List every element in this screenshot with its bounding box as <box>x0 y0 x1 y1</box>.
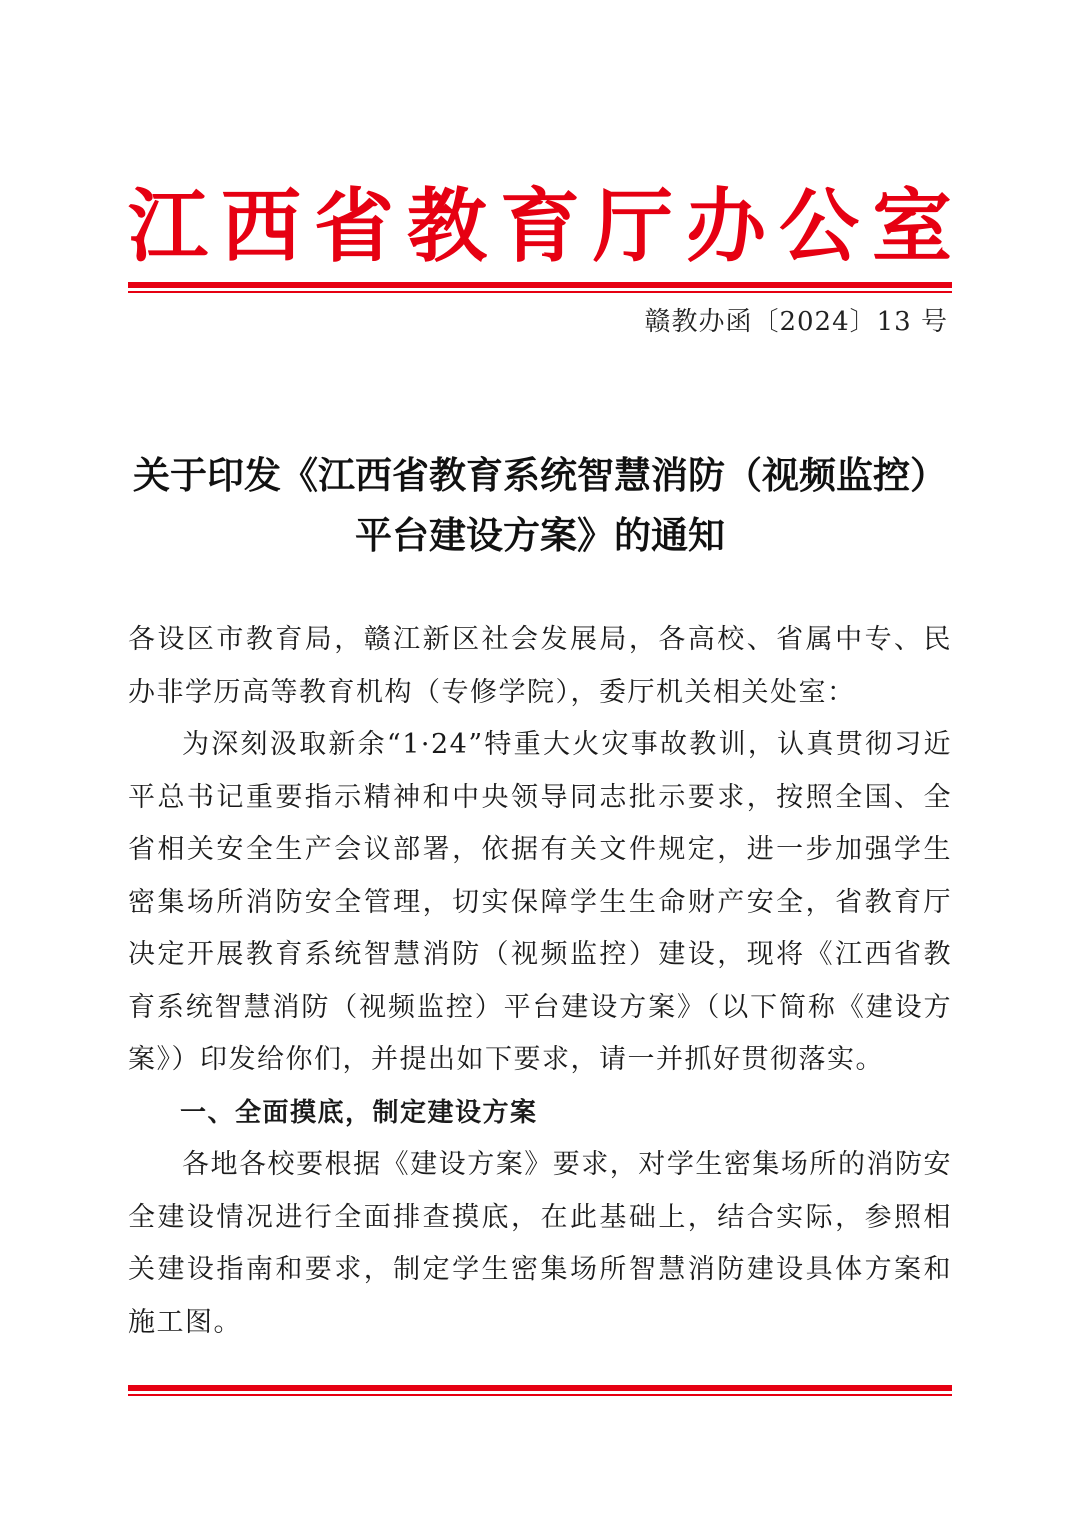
masthead-char: 江 <box>128 179 208 273</box>
section-1-heading: 一、全面摸底，制定建设方案 <box>180 1097 538 1128</box>
masthead-char: 育 <box>500 179 580 273</box>
masthead-char: 办 <box>686 179 766 273</box>
footer-red-rule-thick <box>128 1385 952 1391</box>
issuing-organization-masthead <box>128 178 952 274</box>
document-title <box>128 446 952 566</box>
section-1-paragraph: 各地各校要根据《建设方案》要求，对学生密集场所的消防安全建设情况进行全面排查摸底，在此基础上，结合实际，参照相关建设指南和要求，制定学生密集场所智慧消防建设具体方案和施工图。 <box>128 1149 952 1338</box>
addressee-paragraph: 各设区市教育局，赣江新区社会发展局，各高校、省属中专、民办非学历高等教育机构（专修学院），委厅机关相关处室： <box>128 624 952 708</box>
document-body <box>128 614 952 1349</box>
masthead-char: 西 <box>221 179 301 273</box>
intro-paragraph: 为深刻汲取新余“1·24”特重大火灾事故教训，认真贯彻习近平总书记重要指示精神和中央领导同志批示要求，按照全国、全省相关安全生产会议部署，依据有关文件规定，进一步加强学生密集场所消防安全管理，切实保障学生生命财产安全，省教育厅决定开展教育系统智慧消防（视频监控）建设，现将《江西省教育系统智慧消防（视频监控）平台建设方案》（以下简称《建设方案》）印发给你们，并提出如下要求，请一并抓好贯彻落实。 <box>128 729 952 1075</box>
masthead-char: 室 <box>872 179 952 273</box>
masthead-char: 省 <box>314 179 394 273</box>
header-red-rule-thick <box>128 282 952 288</box>
masthead-char: 教 <box>407 179 487 273</box>
footer-red-rule-thin <box>128 1394 952 1396</box>
header-red-rule-thin <box>128 291 952 293</box>
document-title-line-2: 平台建设方案》的通知 <box>355 514 725 557</box>
masthead-char: 厅 <box>593 179 673 273</box>
document-title-line-1: 关于印发《江西省教育系统智慧消防（视频监控） <box>133 454 947 497</box>
masthead-char: 公 <box>779 179 859 273</box>
document-number: 赣教办函〔2024〕13 号 <box>644 307 948 337</box>
